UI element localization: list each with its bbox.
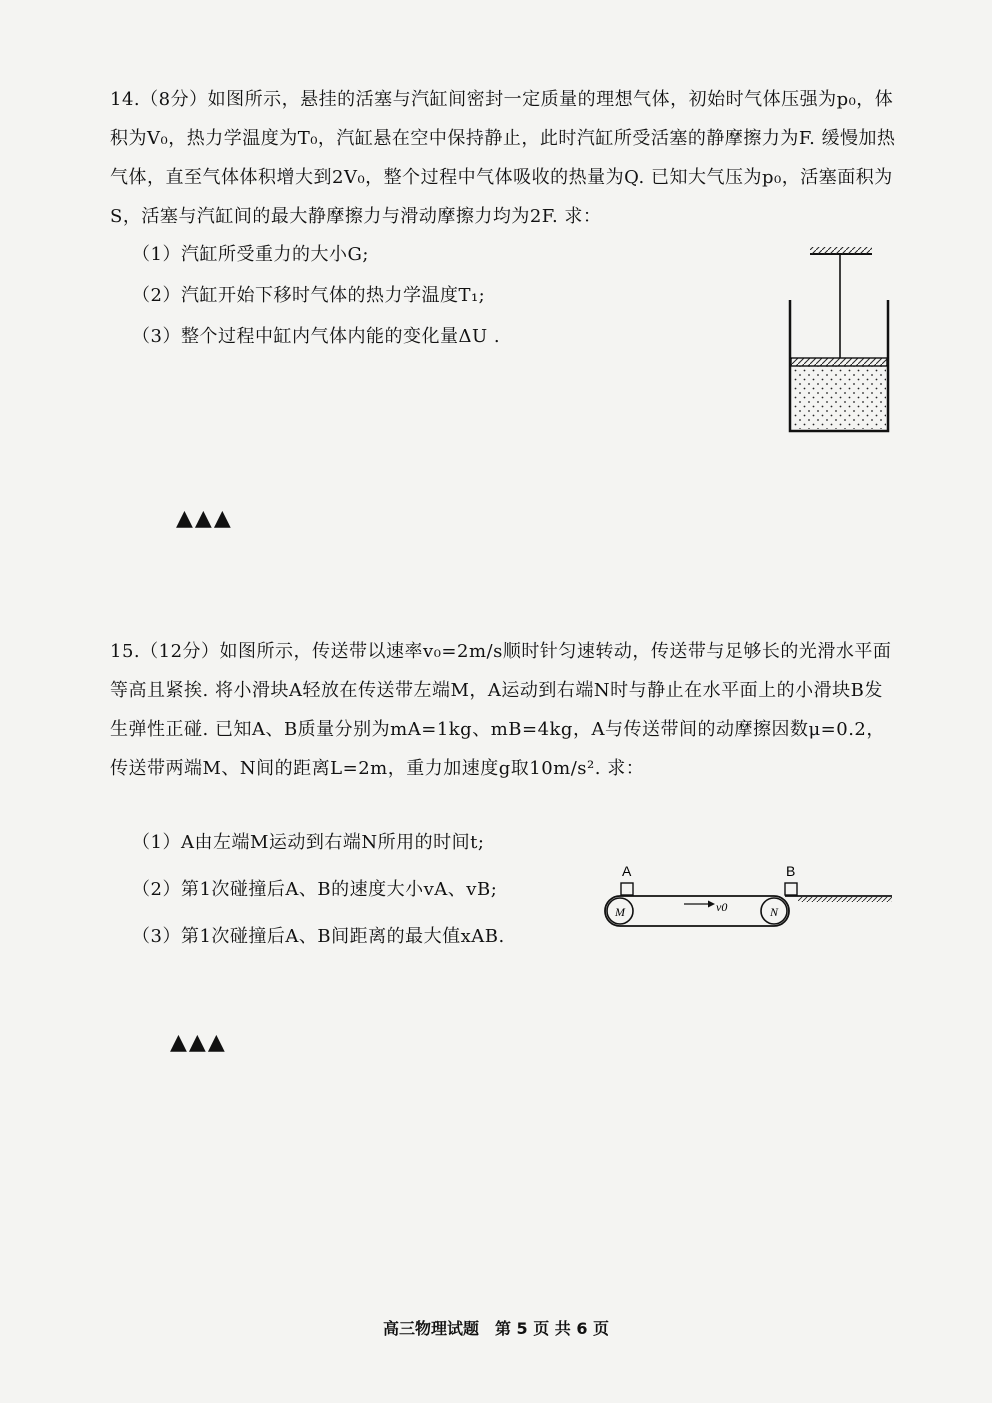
q14-sub1: （1）汽缸所受重力的大小G;: [132, 244, 369, 265]
q14-stem: 14.（8分）如图所示，悬挂的活塞与汽缸间密封一定质量的理想气体，初始时气体压强为p₀，体积为V₀，热力学温度为T₀，汽缸悬在空中保持静止，此时汽缸所受活塞的静摩擦力为F. 缓慢加热气体，直至气体体积增大到2V₀，整个过程中气体吸收的热量为Q. 已知大气压为p₀，活塞面积为S，活塞与汽缸间的最大静摩擦力与滑动摩擦力均为2F. 求：: [110, 89, 896, 227]
q14-answer-marks: ▲▲▲: [176, 506, 233, 531]
piston: [791, 358, 887, 366]
conveyor-figure: [598, 856, 898, 936]
horizontal-surface: [785, 896, 892, 902]
q14-sub2: （2）汽缸开始下移时气体的热力学温度T₁;: [132, 285, 486, 306]
q14-sub3: （3）整个过程中缸内气体内能的变化量ΔU .: [132, 326, 501, 347]
label-b: B: [786, 863, 796, 879]
q15-sub2: （2）第1次碰撞后A、B的速度大小vA、vB;: [132, 879, 498, 900]
ceiling: [810, 247, 872, 254]
block-a: [621, 883, 633, 895]
cylinder-figure: [780, 238, 905, 438]
label-m: M: [615, 905, 625, 919]
q15-stem: 15.（12分）如图所示，传送带以速率v₀=2m/s顺时针匀速转动，传送带与足够长的光滑水平面等高且紧挨. 将小滑块A轻放在传送带左端M，A运动到右端N时与静止在水平面上的小滑块B发生弹性正碰. 已知A、B质量分别为mA=1kg、mB=4kg，A与传送带间的动摩擦因数μ=0.2，传送带两端M、N间的距离L=2m，重力加速度g取10m/s². 求：: [110, 641, 892, 779]
q15-answer-marks: ▲▲▲: [170, 1030, 227, 1055]
block-b: [785, 883, 797, 895]
label-n: N: [769, 905, 779, 919]
label-v0: v0: [716, 900, 728, 914]
gas-region: [792, 366, 886, 429]
label-a: A: [622, 863, 632, 879]
page-footer: 高三物理试题 第 5 页 共 6 页: [382, 1319, 610, 1338]
q15-sub1: （1）A由左端M运动到右端N所用的时间t;: [132, 832, 485, 853]
q15-sub3: （3）第1次碰撞后A、B间距离的最大值xAB.: [132, 926, 505, 947]
